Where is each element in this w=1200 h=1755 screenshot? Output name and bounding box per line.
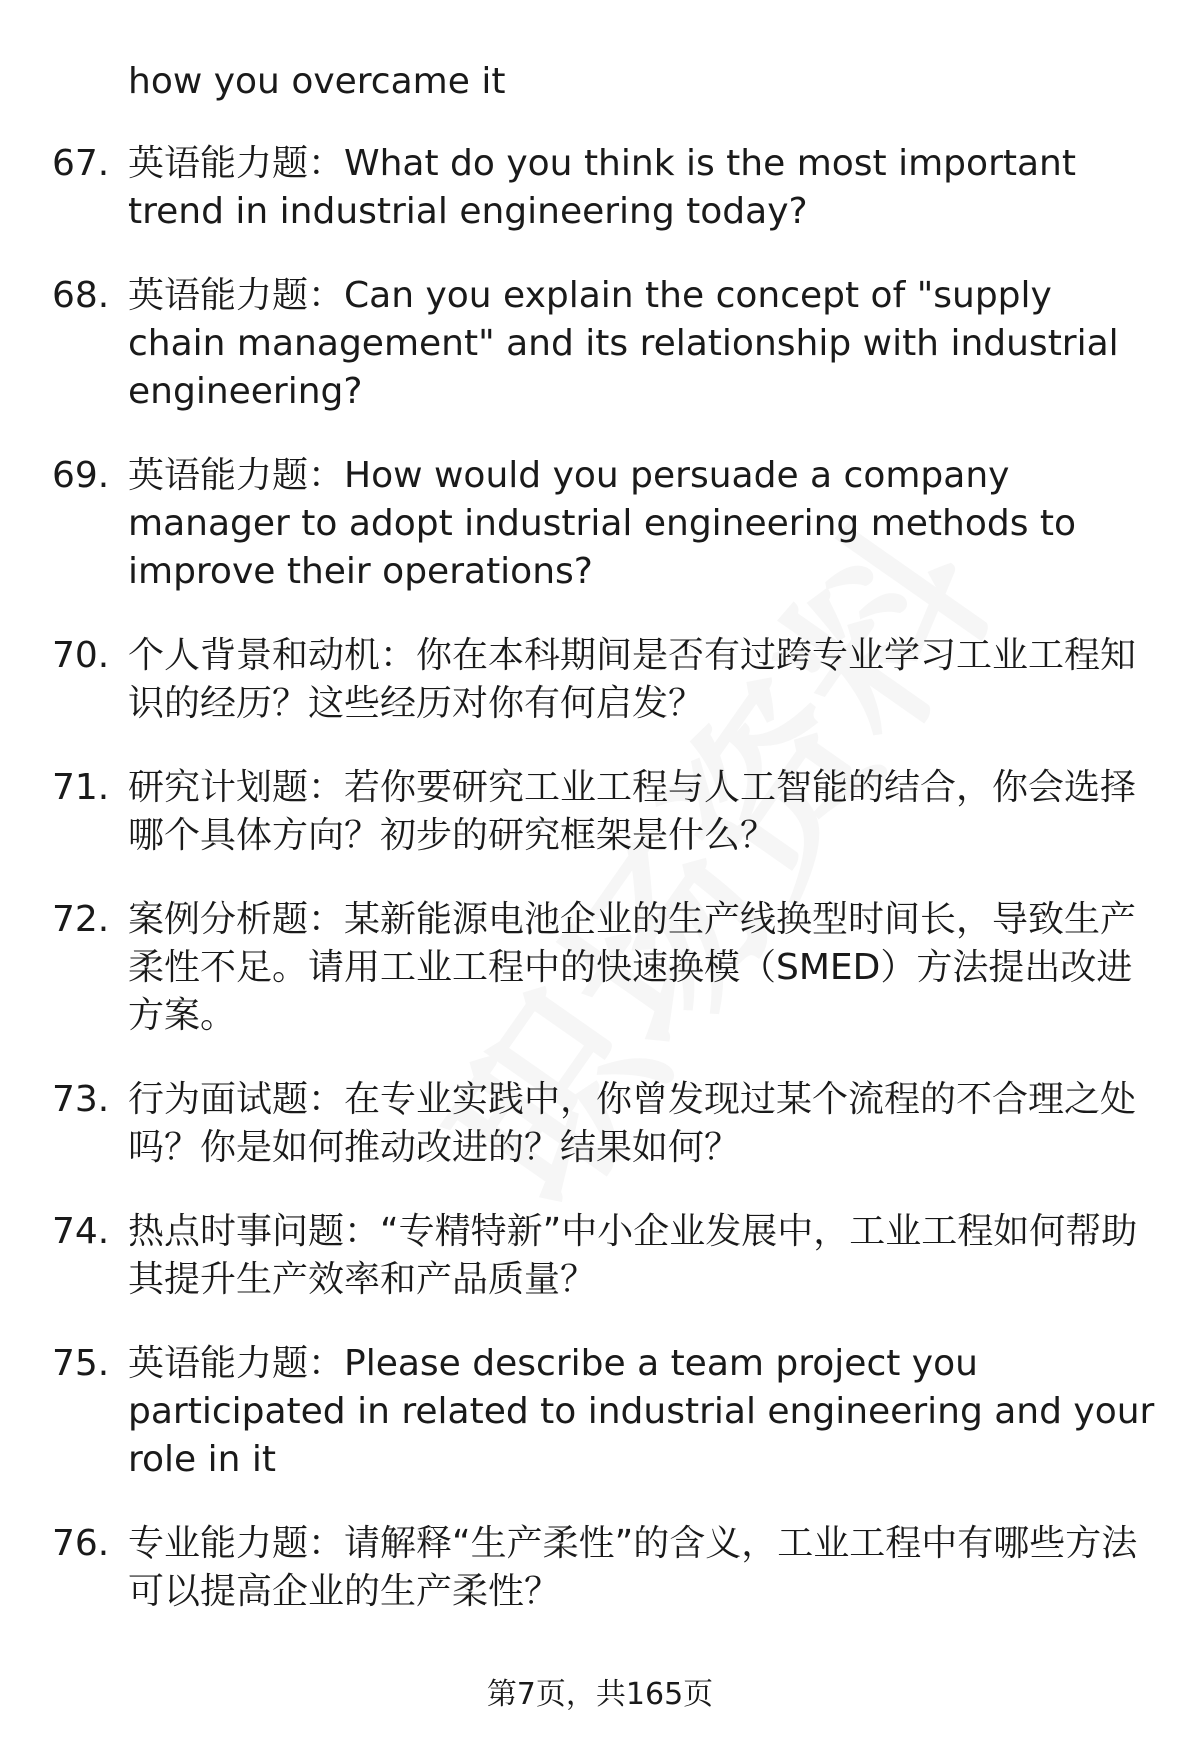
question-text: 研究计划题：若你要研究工业工程与人工智能的结合，你会选择哪个具体方向？初步的研究框架是什么？ bbox=[128, 767, 1137, 856]
question-item-75 bbox=[0, 1340, 1200, 1484]
question-number: 76. bbox=[52, 1523, 110, 1564]
question-item-72 bbox=[0, 896, 1200, 1040]
question-item-71 bbox=[0, 764, 1200, 860]
question-text: 热点时事问题：“专精特新”中小企业发展中，工业工程如何帮助其提升生产效率和产品质量？ bbox=[128, 1211, 1138, 1300]
question-number: 68. bbox=[52, 275, 110, 316]
question-item-73 bbox=[0, 1076, 1200, 1172]
question-number: 71. bbox=[52, 767, 110, 808]
question-number: 69. bbox=[52, 455, 110, 496]
question-item-68 bbox=[0, 272, 1200, 416]
question-item-74 bbox=[0, 1208, 1200, 1304]
question-item-69 bbox=[0, 452, 1200, 596]
question-text: 个人背景和动机：你在本科期间是否有过跨专业学习工业工程知识的经历？这些经历对你有何启发？ bbox=[128, 635, 1137, 724]
question-number: 75. bbox=[52, 1343, 110, 1384]
question-text: 英语能力题：Can you explain the concept of "supply chain management" and its relationship with industrial engineering? bbox=[128, 275, 1119, 412]
continuation-text: how you overcame it bbox=[128, 61, 506, 102]
question-text: 英语能力题：How would you persuade a company manager to adopt industrial engineering methods to improve their operations? bbox=[128, 455, 1077, 592]
question-text: 英语能力题：Please describe a team project you participated in related to industrial engineering and your role in it bbox=[128, 1343, 1155, 1480]
question-item-70 bbox=[0, 632, 1200, 728]
page-footer: 第7页，共165页 bbox=[486, 1677, 714, 1712]
question-item-76 bbox=[0, 1520, 1200, 1616]
question-text: 英语能力题：What do you think is the most important trend in industrial engineering today? bbox=[128, 143, 1076, 232]
question-item-67 bbox=[0, 140, 1200, 236]
question-text: 案例分析题：某新能源电池企业的生产线换型时间长，导致生产柔性不足。请用工业工程中的快速换模（SMED）方法提出改进方案。 bbox=[128, 899, 1137, 1036]
question-number: 74. bbox=[52, 1211, 110, 1252]
question-number: 72. bbox=[52, 899, 110, 940]
question-text: 专业能力题：请解释“生产柔性”的含义，工业工程中有哪些方法可以提高企业的生产柔性？ bbox=[128, 1523, 1138, 1612]
question-number: 67. bbox=[52, 143, 110, 184]
question-text: 行为面试题：在专业实践中，你曾发现过某个流程的不合理之处吗？你是如何推动改进的？结果如何？ bbox=[128, 1079, 1137, 1168]
question-list bbox=[0, 140, 1200, 1652]
question-number: 73. bbox=[52, 1079, 110, 1120]
question-number: 70. bbox=[52, 635, 110, 676]
